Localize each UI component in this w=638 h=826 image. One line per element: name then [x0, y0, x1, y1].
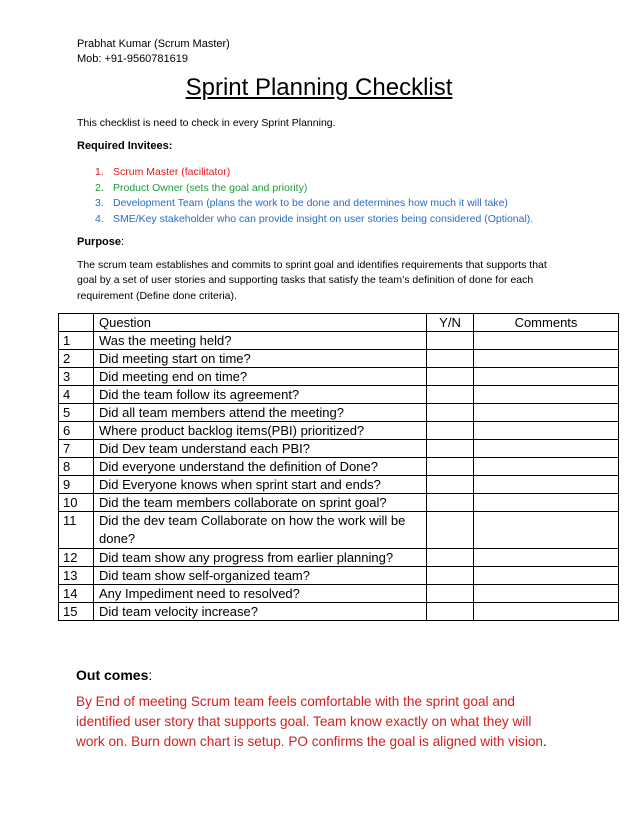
header-yn: Y/N: [427, 314, 474, 332]
yn-cell[interactable]: [427, 404, 474, 422]
comments-cell[interactable]: [474, 549, 619, 567]
comments-cell[interactable]: [474, 567, 619, 585]
yn-cell[interactable]: [427, 368, 474, 386]
yn-cell[interactable]: [427, 476, 474, 494]
table-row: 11 Did the dev team Collaborate on how the work will be done?: [59, 512, 619, 549]
table-row: 3 Did meeting end on time?: [59, 368, 619, 386]
table-row: 14 Any Impediment need to resolved?: [59, 585, 619, 603]
yn-cell[interactable]: [427, 549, 474, 567]
comments-cell[interactable]: [474, 512, 619, 549]
comments-cell[interactable]: [474, 350, 619, 368]
invitees-list: [95, 165, 533, 227]
yn-cell[interactable]: [427, 422, 474, 440]
yn-cell[interactable]: [427, 386, 474, 404]
intro-text: This checklist is need to check in every Sprint Planning.: [77, 117, 336, 129]
outcomes-heading: Out comes:: [76, 667, 153, 683]
comments-cell[interactable]: [474, 404, 619, 422]
table-row: 7 Did Dev team understand each PBI?: [59, 440, 619, 458]
table-row: 5 Did all team members attend the meeting?: [59, 404, 619, 422]
invitees-heading: Required Invitees:: [77, 140, 173, 152]
table-row: 12 Did team show any progress from earlier planning?: [59, 549, 619, 567]
comments-cell[interactable]: [474, 603, 619, 621]
comments-cell[interactable]: [474, 422, 619, 440]
comments-cell[interactable]: [474, 494, 619, 512]
invitee-item: 3. Development Team (plans the work to be done and determines how much it will take): [95, 197, 508, 210]
checklist-table: [58, 313, 619, 621]
yn-cell[interactable]: [427, 494, 474, 512]
comments-cell[interactable]: [474, 440, 619, 458]
author-block: [77, 37, 230, 67]
table-row: 2 Did meeting start on time?: [59, 350, 619, 368]
purpose-text: The scrum team establishes and commits to sprint goal and identifies requirements that supports that goal by a set of user stories and supporting tasks that satisfy the team’s definition of done for each requirement (Define done criteria).: [77, 259, 547, 302]
purpose-heading: Purpose:: [77, 236, 125, 248]
comments-cell[interactable]: [474, 332, 619, 350]
table-row: 10 Did the team members collaborate on sprint goal?: [59, 494, 619, 512]
comments-cell[interactable]: [474, 476, 619, 494]
yn-cell[interactable]: [427, 567, 474, 585]
table-header-row: [59, 314, 619, 332]
yn-cell[interactable]: [427, 350, 474, 368]
outcomes-text: By End of meeting Scrum team feels comfortable with the sprint goal and identified user story that supports goal. Team know exactly on what they will work on. Burn down chart is setup. PO confirms the goal is aligned with vision.: [76, 694, 547, 749]
invitee-item: 2. Product Owner (sets the goal and priority): [95, 181, 308, 194]
table-row: 8 Did everyone understand the definition of Done?: [59, 458, 619, 476]
page-title: Sprint Planning Checklist: [185, 74, 453, 101]
header-question: Question: [94, 314, 427, 332]
comments-cell[interactable]: [474, 368, 619, 386]
yn-cell[interactable]: [427, 512, 474, 549]
comments-cell[interactable]: [474, 386, 619, 404]
yn-cell[interactable]: [427, 458, 474, 476]
table-row: 13 Did team show self-organized team?: [59, 567, 619, 585]
invitee-item: 1. Scrum Master (facilitator): [95, 166, 231, 178]
table-row: 9 Did Everyone knows when sprint start and ends?: [59, 476, 619, 494]
table-row: 15 Did team velocity increase?: [59, 603, 619, 621]
header-comments: Comments: [474, 314, 619, 332]
author-name: Prabhat Kumar (Scrum Master): [77, 38, 230, 50]
comments-cell[interactable]: [474, 585, 619, 603]
table-row: 6 Where product backlog items(PBI) prioritized?: [59, 422, 619, 440]
comments-cell[interactable]: [474, 458, 619, 476]
invitee-item: 4. SME/Key stakeholder who can provide insight on user stories being considered (Optional).: [95, 212, 534, 225]
yn-cell[interactable]: [427, 585, 474, 603]
yn-cell[interactable]: [427, 603, 474, 621]
header-no: [59, 314, 94, 332]
yn-cell[interactable]: [427, 440, 474, 458]
yn-cell[interactable]: [427, 332, 474, 350]
table-row: 1 Was the meeting held?: [59, 332, 619, 350]
author-phone: Mob: +91-9560781619: [77, 53, 189, 65]
table-row: 4 Did the team follow its agreement?: [59, 386, 619, 404]
